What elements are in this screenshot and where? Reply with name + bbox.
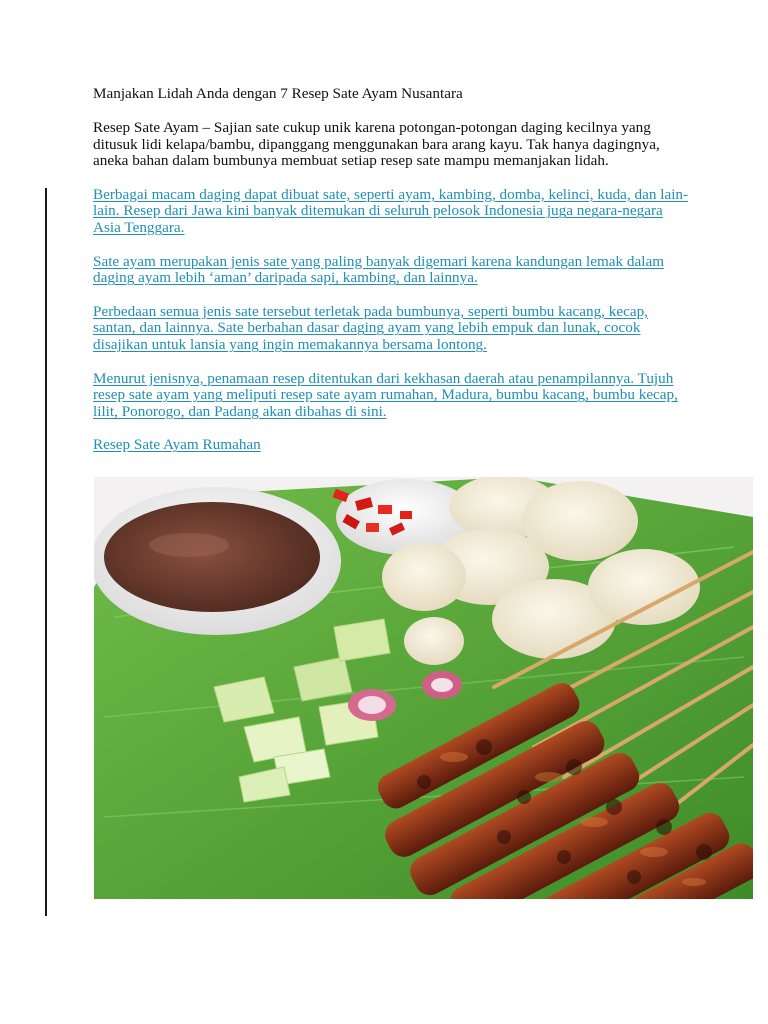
link-paragraph-1	[93, 187, 693, 237]
link-text-2[interactable]: Sate ayam merupakan jenis sate yang paling banyak digemari karena kandungan lemak dalam daging ayam lebih ‘aman’ daripada sapi, kambing, dan lainnya.	[93, 252, 665, 287]
link-paragraph-4	[93, 371, 693, 421]
margin-bar	[45, 188, 47, 916]
peanut-sauce	[104, 502, 320, 612]
section-heading-paragraph	[93, 437, 693, 454]
intro-paragraph: Resep Sate Ayam – Sajian sate cukup unik karena potongan-potongan daging kecilnya yang ditusuk lidi kelapa/bambu, dipanggang menggunakan bara arang kayu. Tak hanya dagingnya, aneka bahan dalam bumbunya membuat setiap resep sate mampu memanjakan lidah.	[93, 118, 660, 170]
section-heading-link[interactable]: Resep Sate Ayam Rumahan	[93, 436, 261, 454]
link-text-4[interactable]: Menurut jenisnya, penamaan resep ditentukan dari kekhasan daerah atau penampilannya. Tujuh resep sate ayam yang meliputi resep sate ayam rumahan, Madura, bumbu kacang, bumbu kecap, lilit, Ponorogo, dan Padang akan dibahas di sini.	[93, 369, 678, 421]
sate-ayam-illustration	[94, 477, 753, 899]
link-paragraph-3	[93, 304, 693, 354]
sate-ayam-photo	[94, 477, 753, 899]
document-title: Manjakan Lidah Anda dengan 7 Resep Sate Ayam Nusantara	[93, 85, 463, 102]
document-body	[93, 86, 693, 454]
link-paragraph-2	[93, 254, 693, 288]
link-text-1[interactable]: Berbagai macam daging dapat dibuat sate, seperti ayam, kambing, domba, kelinci, kuda, dan lain-lain. Resep dari Jawa kini banyak ditemukan di seluruh pelosok Indonesia juga negara-negara Asia Tenggara.	[93, 185, 689, 237]
link-text-3[interactable]: Perbedaan semua jenis sate tersebut terletak pada bumbunya, seperti bumbu kacang, kecap, santan, dan lainnya. Sate berbahan dasar daging ayam yang lebih empuk dan lunak, cocok disajikan untuk lansia yang ingin memakannya bersama lontong.	[93, 302, 648, 354]
